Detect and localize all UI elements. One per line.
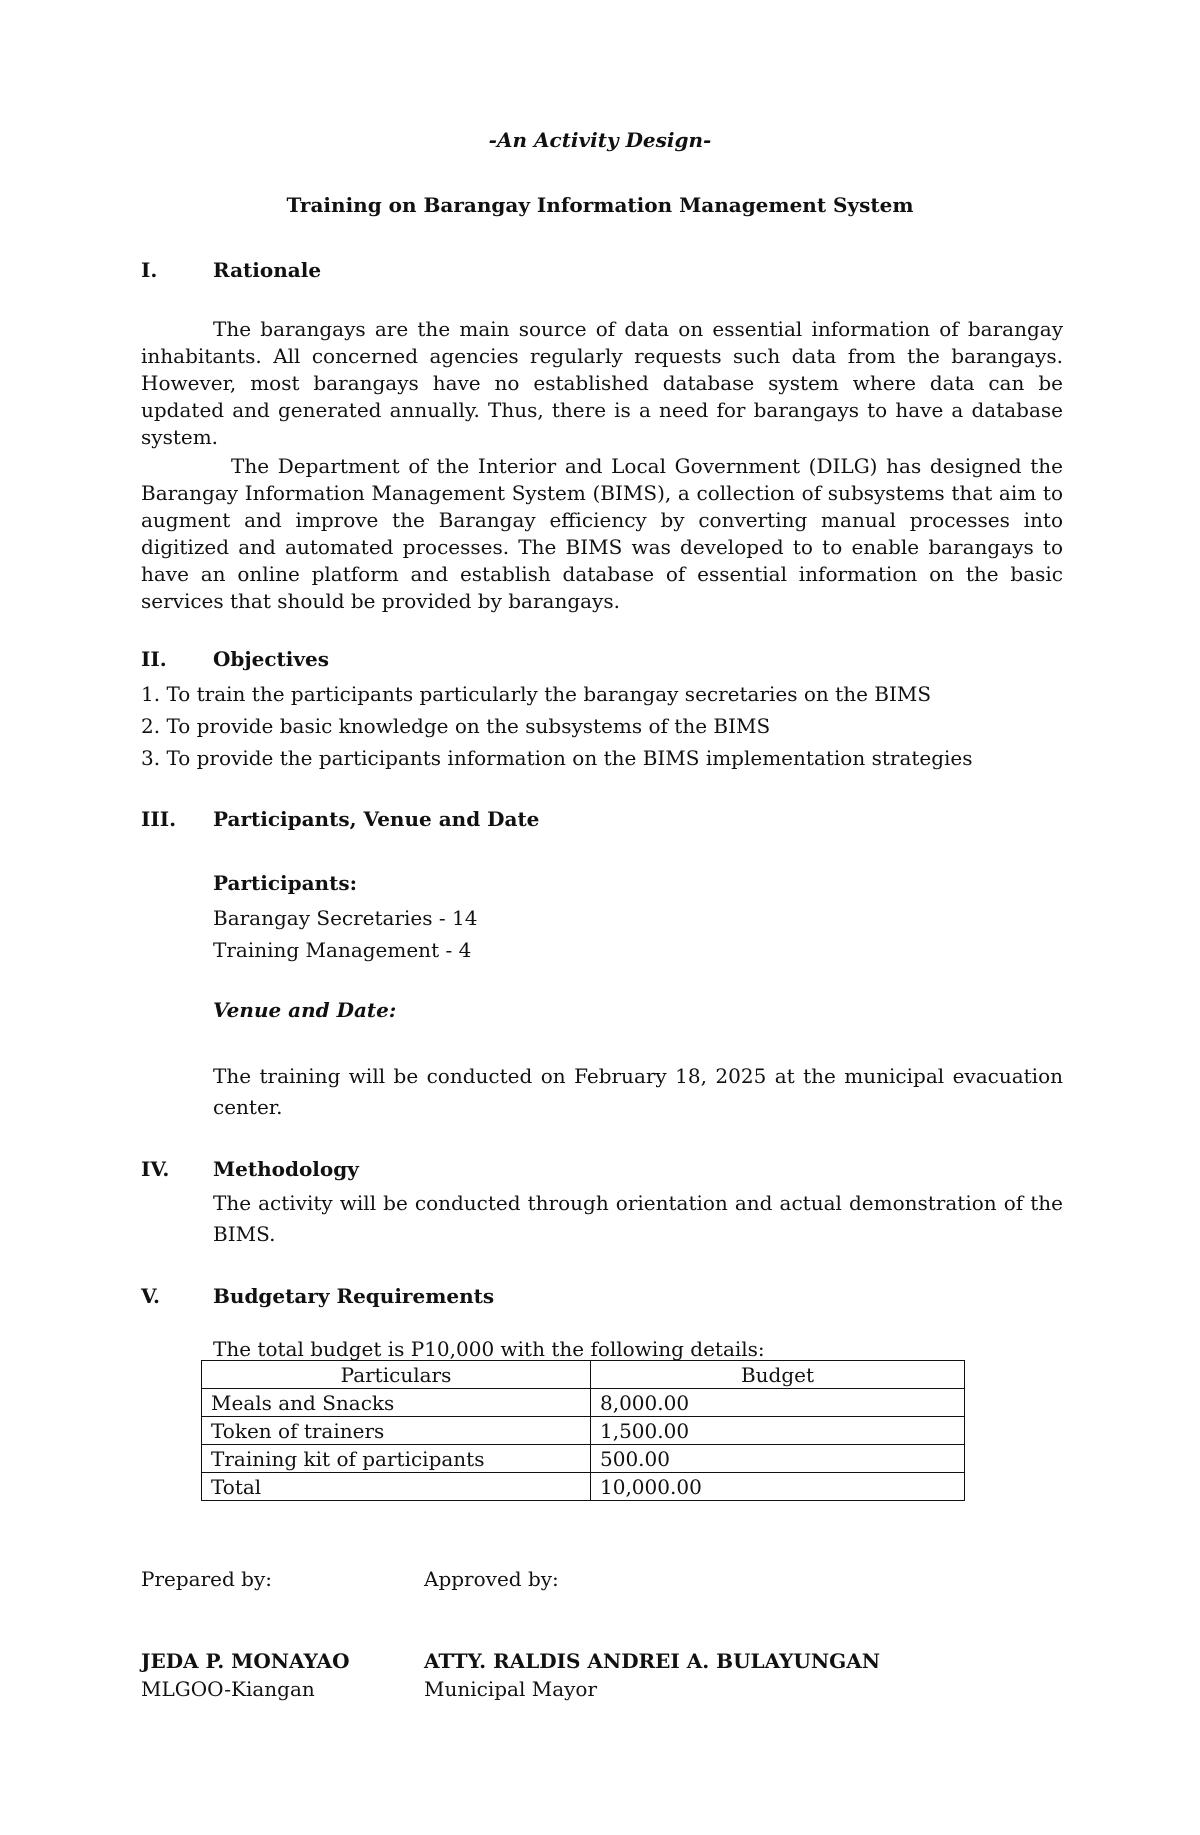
section-number-methodology: IV. [141, 1157, 170, 1181]
document-title: Training on Barangay Information Management System [286, 193, 914, 217]
cell-particular: Total [202, 1473, 591, 1501]
cell-amount: 1,500.00 [591, 1417, 965, 1445]
table-row [202, 1445, 965, 1473]
section-heading-methodology: Methodology [213, 1157, 359, 1181]
section-heading-objectives: Objectives [213, 647, 329, 671]
venue-label: Venue and Date: [213, 998, 397, 1022]
objectives-list [141, 678, 1101, 774]
prepared-by-label: Prepared by: [141, 1567, 272, 1591]
section-number-objectives: II. [141, 647, 167, 671]
rationale-paragraph-1: The barangays are the main source of data on essential information of barangay inhabitants. All concerned agencies regularly requests such data from the barangays. However, most barangays have no established database system where data can be updated and generated annually. Thus, there is a need for barangays to have a database system. [141, 317, 1063, 449]
methodology-text: The activity will be conducted through orientation and actual demonstration of the BIMS. [213, 1191, 1063, 1246]
budget-table [201, 1360, 965, 1501]
table-row [202, 1417, 965, 1445]
budget-intro: The total budget is P10,000 with the following details: [213, 1337, 765, 1361]
participant-item: Barangay Secretaries - 14 [213, 906, 478, 930]
prepared-by-title: MLGOO-Kiangan [141, 1677, 315, 1701]
section-heading-rationale: Rationale [213, 258, 322, 282]
table-header-row [202, 1361, 965, 1389]
table-row [202, 1389, 965, 1417]
cell-particular: Training kit of participants [202, 1445, 591, 1473]
prepared-by-name: JEDA P. MONAYAO [141, 1649, 350, 1673]
column-header-particulars: Particulars [202, 1361, 591, 1389]
cell-particular: Meals and Snacks [202, 1389, 591, 1417]
participant-item: Training Management - 4 [213, 938, 472, 962]
approved-by-title: Municipal Mayor [424, 1677, 598, 1701]
participants-label: Participants: [213, 871, 357, 895]
cell-amount: 8,000.00 [591, 1389, 965, 1417]
table-row-total [202, 1473, 965, 1501]
section-heading-participants: Participants, Venue and Date [213, 807, 540, 831]
cell-amount: 10,000.00 [591, 1473, 965, 1501]
cell-amount: 500.00 [591, 1445, 965, 1473]
section-number-budget: V. [141, 1284, 160, 1308]
document-subtitle: -An Activity Design- [488, 128, 712, 152]
approved-by-name: ATTY. RALDIS ANDREI A. BULAYUNGAN [424, 1649, 880, 1673]
venue-text: The training will be conducted on February 18, 2025 at the municipal evacuation center. [213, 1064, 1063, 1119]
section-heading-budget: Budgetary Requirements [213, 1284, 495, 1308]
objective-item: 3. To provide the participants information on the BIMS implementation strategies [141, 746, 973, 770]
section-number-rationale: I. [141, 258, 158, 282]
participants-list [213, 902, 477, 966]
rationale-paragraph-2: The Department of the Interior and Local Government (DILG) has designed the Barangay Information Management System (BIMS), a collection of subsystems that aim to augment and improve the Barangay efficiency by converting manual processes into digitized and automated processes. The BIMS was developed to to enable barangays to have an online platform and establish database of essential information on the basic services that should be provided by barangays. [141, 454, 1063, 613]
approved-by-label: Approved by: [424, 1567, 559, 1591]
section-number-participants: III. [141, 807, 177, 831]
objective-item: 2. To provide basic knowledge on the subsystems of the BIMS [141, 714, 771, 738]
column-header-budget: Budget [591, 1361, 965, 1389]
cell-particular: Token of trainers [202, 1417, 591, 1445]
objective-item: 1. To train the participants particularly the barangay secretaries on the BIMS [141, 682, 932, 706]
